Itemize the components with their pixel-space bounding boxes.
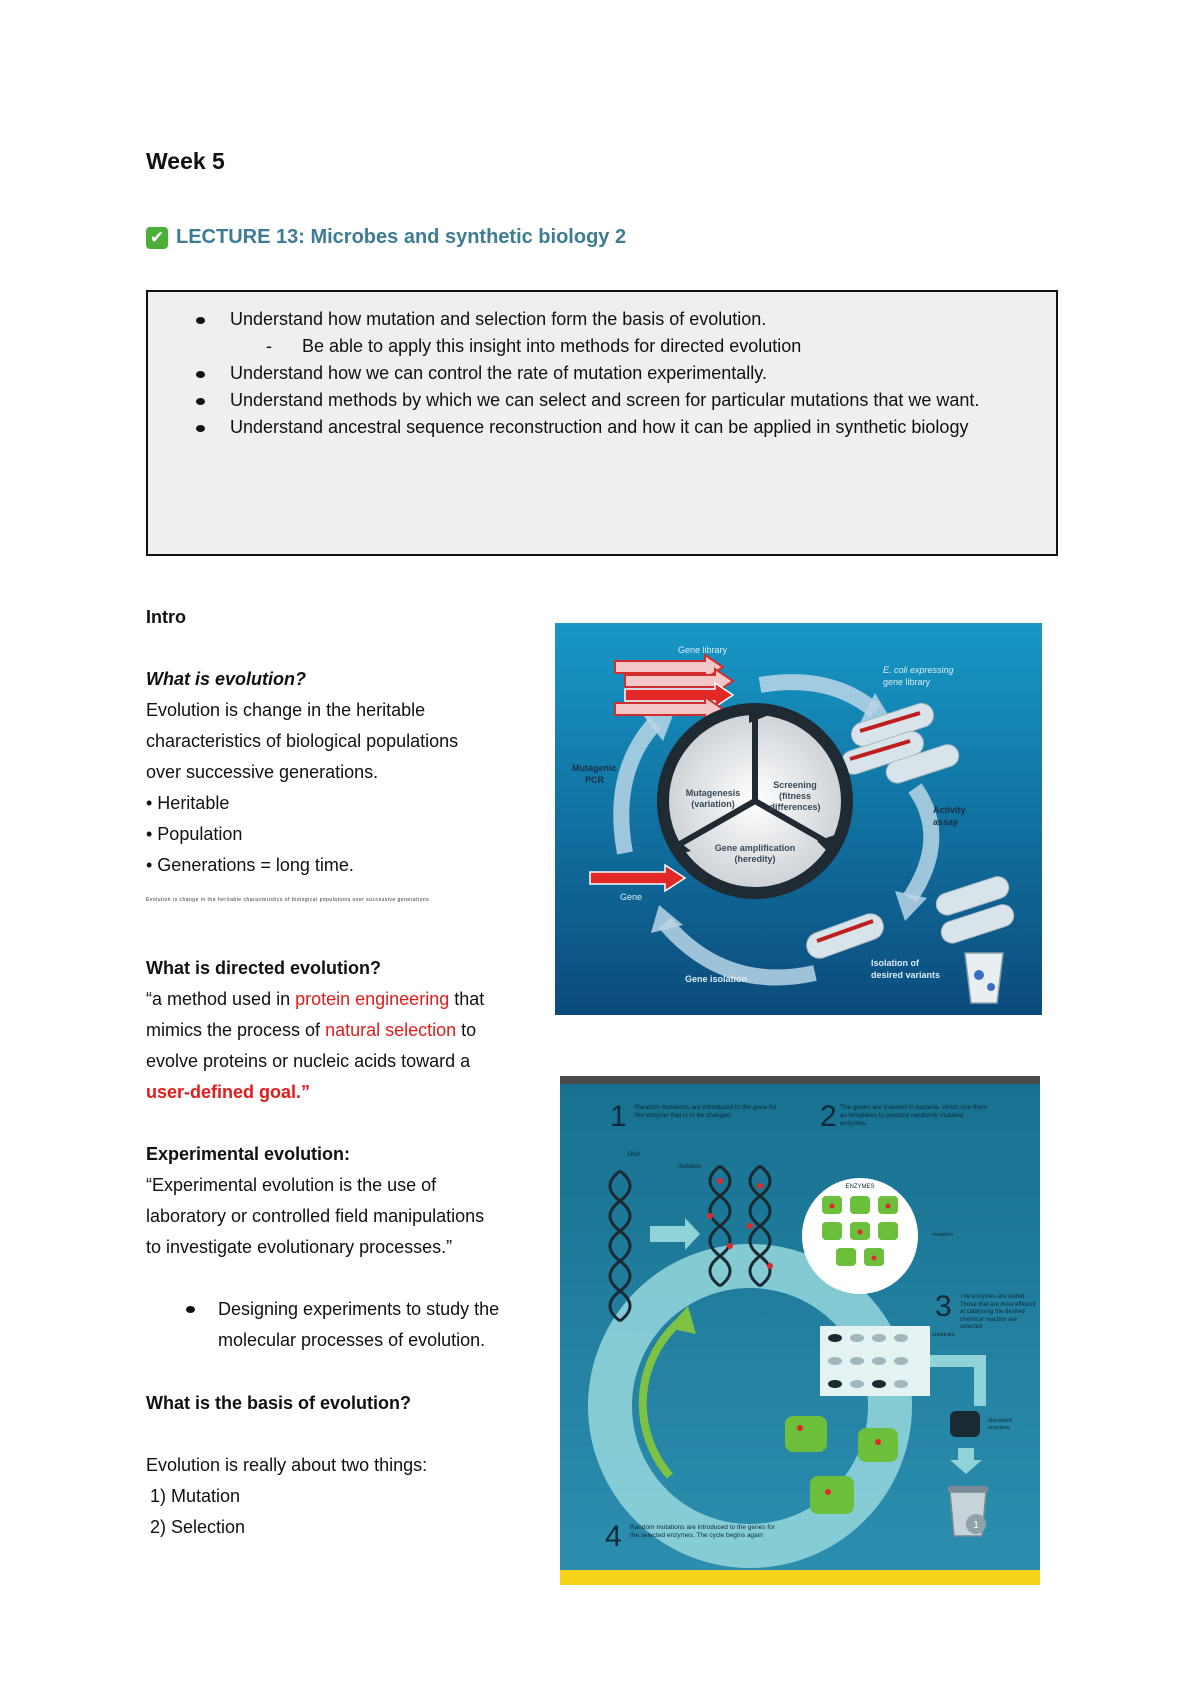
label-substrate: substrate: [932, 1332, 955, 1338]
svg-text:differences): differences): [769, 802, 821, 812]
label-discarded: discarded: [988, 1418, 1012, 1424]
highlight-user-defined-goal: user-defined goal.”: [146, 1082, 311, 1102]
svg-text:PCR: PCR: [585, 775, 605, 785]
label-mutation: mutation: [678, 1164, 702, 1170]
directed-heading: What is directed evolution?: [146, 958, 382, 978]
directed-line: mimics the process of natural selection to: [146, 1020, 477, 1040]
directed-evolution-cycle-figure: [555, 623, 1042, 1015]
step-number-4: 4: [605, 1520, 622, 1553]
step-text-4: Random mutations are introduced to the genes for the selected enzymes. The cycle begins again: [630, 1524, 775, 1539]
waste-bin-icon: [965, 953, 1003, 1003]
label-mutation-2: mutation: [932, 1232, 954, 1238]
label-mutagenesis: Mutagenesis: [685, 788, 741, 798]
intro-section: [146, 602, 546, 903]
experimental-line: “Experimental evolution is the use of: [146, 1175, 437, 1195]
experimental-bullet: Designing experiments to study the molecular processes of evolution.: [146, 1294, 566, 1356]
objectives-box: [146, 290, 1058, 556]
objective-item: Understand how mutation and selection form the basis of evolution.: [148, 306, 1056, 333]
svg-text:gene library: gene library: [883, 677, 931, 687]
definition-line: Evolution is change in the heritable: [146, 700, 426, 720]
label-gene-isolation: Gene isolation: [685, 974, 748, 984]
experimental-heading: Experimental evolution:: [146, 1144, 351, 1164]
definition-line: over successive generations.: [146, 762, 379, 782]
basis-intro: Evolution is really about two things:: [146, 1455, 428, 1475]
objective-item: Understand methods by which we can select and screen for particular mutations that we want.: [148, 387, 1056, 414]
directed-evolution-section: [146, 953, 546, 1108]
label-mutagenic-pcr: Mutagenic: [572, 763, 617, 773]
bullet-population: • Population: [146, 824, 243, 844]
experimental-line: to investigate evolutionary processes.”: [146, 1237, 453, 1257]
step-number-1: 1: [610, 1100, 627, 1133]
svg-text:assay: assay: [933, 817, 959, 827]
svg-text:enzymes: enzymes: [988, 1425, 1011, 1431]
label-activity-assay: Activity: [933, 805, 966, 815]
bullet-heritable: • Heritable: [146, 793, 230, 813]
lecture-prefix: LECTURE 13:: [176, 226, 305, 248]
step-text-2: The genes are inserted in bacteria, which use them as templates to produce randomly mutated enzymes: [840, 1104, 988, 1127]
step-number-3: 3: [935, 1290, 952, 1323]
page-title: Week 5: [146, 148, 225, 174]
definition-line: characteristics of biological populations: [146, 731, 459, 751]
svg-text:(variation): (variation): [691, 799, 735, 809]
bin-number: 1: [973, 1520, 979, 1531]
step-text-3: The enzymes are tested. Those that are most efficient at catalysing the desired chemical reaction are selected: [960, 1294, 1036, 1330]
tiny-caption: Evolution is change in the heritable characteristics of biological populations over successive generations: [146, 897, 430, 903]
directed-evolution-infographic: [560, 1076, 1040, 1585]
label-isolation-variants: Isolation of: [871, 958, 919, 968]
directed-line: evolve proteins or nucleic acids toward a: [146, 1051, 471, 1071]
highlight-protein-engineering: protein engineering: [295, 989, 450, 1009]
label-enzymes: ENZYMES: [845, 1184, 875, 1190]
label-screening: Screening: [773, 780, 817, 790]
objective-item: Understand ancestral sequence reconstruction and how it can be applied in synthetic biology: [148, 414, 1056, 441]
objective-item: Understand how we can control the rate of mutation experimentally.: [148, 360, 1056, 387]
basis-item-mutation: 1) Mutation: [150, 1486, 241, 1506]
label-gene-library: Gene library: [678, 645, 728, 655]
lecture-title: Microbes and synthetic biology 2: [310, 226, 627, 248]
gene-library-arrows: [615, 655, 733, 721]
label-gene: Gene: [620, 892, 643, 902]
experimental-line: laboratory or controlled field manipulations: [146, 1206, 485, 1226]
bullet-generations: • Generations = long time.: [146, 855, 354, 875]
step-number-2: 2: [820, 1100, 837, 1133]
discarded-enzyme-icon: [950, 1411, 980, 1437]
intro-heading: Intro: [146, 607, 186, 627]
objectives-list: [148, 292, 1056, 441]
svg-text:(fitness: (fitness: [778, 791, 812, 801]
check-icon: ✔: [146, 227, 168, 249]
lecture-heading: [146, 226, 626, 249]
trash-bin-icon: [948, 1486, 988, 1536]
basis-item-selection: 2) Selection: [150, 1517, 246, 1537]
basis-heading: What is the basis of evolution?: [146, 1393, 412, 1413]
highlight-natural-selection: natural selection: [325, 1020, 457, 1040]
question-what-is-evolution: What is evolution?: [146, 669, 306, 689]
svg-text:(heredity): (heredity): [734, 854, 776, 864]
objective-subitem: - Be able to apply this insight into methods for directed evolution: [148, 333, 1056, 360]
svg-text:desired variants: desired variants: [871, 970, 941, 980]
label-dna: DNA: [628, 1152, 641, 1158]
label-ecoli: E. coli expressing: [883, 665, 954, 675]
step-text-1: Random mutations are introduced to the gene for the enzyme that is to be changed: [635, 1104, 777, 1119]
experimental-evolution-section: [146, 1139, 566, 1356]
label-gene-amplification: Gene amplification: [714, 843, 796, 853]
directed-line: “a method used in protein engineering that: [146, 989, 485, 1009]
basis-section: [146, 1388, 546, 1543]
